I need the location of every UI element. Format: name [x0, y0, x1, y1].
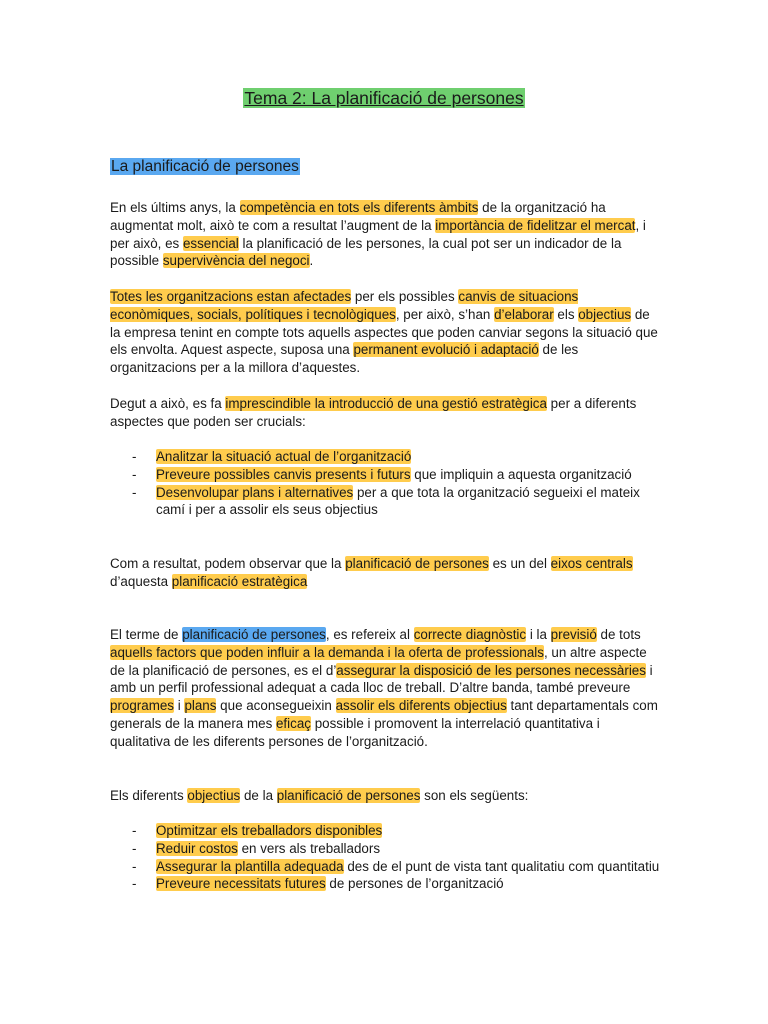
text: , per això, s’han [395, 306, 495, 322]
list-item [110, 466, 662, 484]
list-item [110, 840, 662, 858]
highlight: Optimitzar els treballadors disponibles [156, 823, 383, 838]
text: , i per això, es [110, 217, 646, 251]
highlight: permanent evolució i adaptació [353, 342, 539, 358]
highlight: imprescindible la introducció de una gestió estratègica [225, 396, 547, 411]
text: i la [526, 627, 551, 642]
text: En els últims anys, la [110, 200, 240, 215]
highlight: Desenvolupar plans i alternatives [156, 484, 354, 500]
highlight: d’elaborar [494, 306, 554, 322]
dash-bullet: - [132, 876, 137, 892]
list-item [110, 822, 662, 840]
paragraph-organizations [110, 288, 662, 377]
paragraph-objectives [110, 787, 662, 805]
text: son els següents: [420, 788, 529, 803]
text: i amb un perfil professional adequat a cada lloc de treball. D’altre banda, també preveure [110, 662, 653, 696]
text: la planificació de les persones, la cual pot ser un indicador de la possible [110, 235, 622, 269]
paragraph-result [110, 555, 662, 591]
text: es un del [488, 556, 551, 571]
highlight: plans [184, 698, 217, 714]
text: que aconsegueixin [216, 698, 336, 714]
highlight: Assegurar la plantilla adequada [156, 858, 344, 874]
highlight: Preveure necessitats futures [156, 876, 326, 892]
list-strategy-aspects [110, 448, 662, 519]
text: que impliquin a aquesta organització [410, 466, 632, 482]
list-item [110, 448, 662, 466]
text: en vers als treballadors [237, 840, 381, 856]
text: de persones de l’organització [325, 876, 504, 892]
highlight: Analitzar la situació actual de l’organització [156, 449, 412, 464]
text: Els diferents [110, 788, 188, 803]
text: els [553, 306, 579, 322]
section-heading [110, 158, 300, 176]
text: tant departamentals com generals de la manera mes [110, 698, 658, 731]
text: Com a resultat, podem observar que la [110, 556, 346, 571]
highlight: canvis de situacions econòmiques, socials, polítiques i tecnològiques [110, 289, 579, 322]
text: Tema 2: La planificació de persones [244, 88, 524, 108]
text: possible i promovent la interrelació quantitativa i qualitativa de les diferents persones de l’organització. [110, 715, 600, 749]
highlight: objectius [578, 306, 632, 322]
term-highlight: planificació de persones [182, 627, 326, 642]
highlight: Totes les organitzacions estan afectades [110, 289, 352, 304]
text: de les organitzacions per a la millora d’aquestes. [110, 342, 579, 376]
highlight: Reduir costos [156, 840, 238, 856]
highlight: aquells factors que poden influir a la demanda i la oferta de professionals [110, 644, 544, 660]
text: Degut a això, es fa [110, 396, 226, 411]
list-objectives [110, 822, 662, 893]
text: de tots [596, 627, 641, 642]
text: per a diferents aspectes que poden ser crucials: [110, 396, 637, 429]
text: , es refereix al [325, 627, 414, 642]
highlight: eficaç [275, 715, 311, 731]
text: . [309, 253, 314, 269]
text: de la [240, 788, 277, 803]
highlight: eixos centrals [550, 556, 633, 571]
dash-bullet: - [132, 466, 137, 482]
page-title [0, 88, 768, 108]
text: La planificació de persones [111, 158, 299, 175]
highlight: supervivència del negoci [162, 253, 310, 269]
text: i [174, 698, 185, 714]
highlight: competència en tots els diferents àmbits [239, 200, 479, 215]
paragraph-intro [110, 199, 662, 270]
dash-bullet: - [132, 449, 137, 464]
text: per els possibles [351, 289, 459, 304]
text: de la organització ha augmentat molt, això te com a resultat l’augment de la [110, 200, 606, 233]
highlight: previsió [550, 627, 597, 642]
text: El terme de [110, 627, 183, 642]
dash-bullet: - [132, 840, 137, 856]
text: , un altre aspecte de la planificació de persones, es el d’ [110, 644, 647, 678]
highlight: programes [110, 698, 175, 714]
list-item [110, 875, 662, 893]
text: des de el punt de vista tant qualitatiu com quantitatiu [343, 858, 660, 874]
highlight: essencial [182, 235, 239, 251]
highlight: planificació de persones [276, 788, 421, 803]
paragraph-strategy [110, 395, 662, 431]
text: d’aquesta [110, 573, 172, 589]
list-item [110, 484, 662, 520]
highlight: correcte diagnòstic [413, 627, 527, 642]
text: de la empresa tenint en compte tots aquells aspectes que poden canviar segons la situació que els envolta. Aquest aspecte, suposa una [110, 306, 658, 358]
highlight: Preveure possibles canvis presents i futurs [156, 466, 411, 482]
highlight: planificació de persones [345, 556, 489, 571]
dash-bullet: - [132, 858, 137, 874]
paragraph-definition [110, 626, 662, 751]
dash-bullet: - [132, 823, 137, 838]
highlight: assolir els diferents objectius [335, 698, 507, 714]
highlight: assegurar la disposició de les persones necessàries [336, 662, 646, 678]
highlight: planificació estratègica [171, 573, 308, 589]
highlight: importància de fidelitzar el mercat [435, 217, 636, 233]
dash-bullet: - [132, 484, 137, 500]
list-item [110, 858, 662, 876]
text: per a que tota la organització segueixi el mateix camí i per a assolir els seus objectius [156, 484, 640, 518]
highlight: objectius [187, 788, 241, 803]
